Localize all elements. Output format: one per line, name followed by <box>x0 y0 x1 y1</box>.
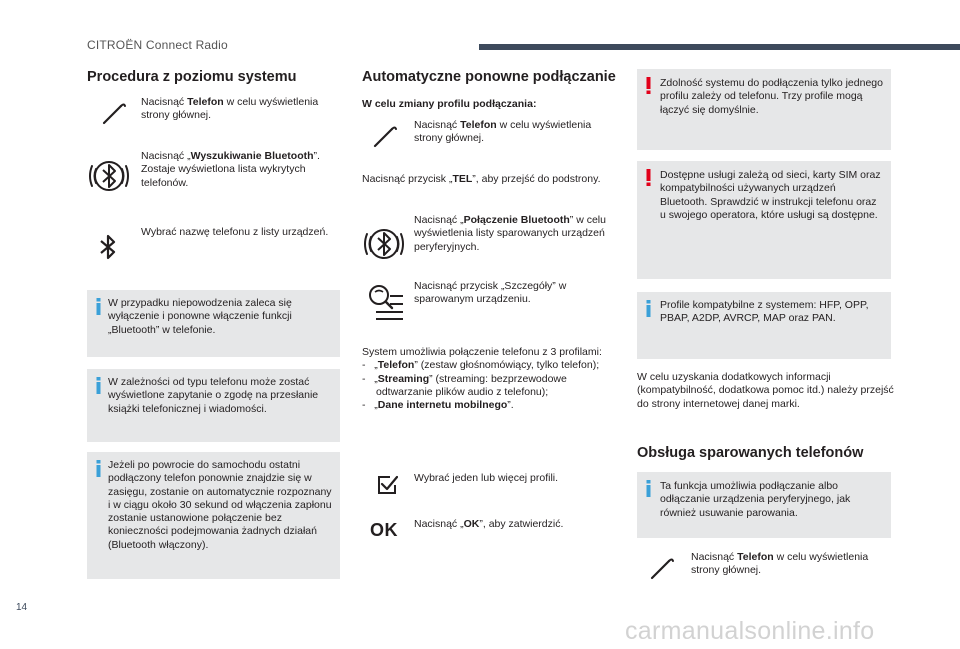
profile-item: - „Telefon” (zestaw głośnomówiący, tylko telefon); <box>362 359 600 372</box>
bluetooth-connection-icon <box>362 222 406 266</box>
step-text: Nacisnąć „OK”, aby zatwierdzić. <box>414 518 564 530</box>
step-press-ok <box>362 518 622 548</box>
step-press-phone <box>87 96 347 136</box>
warning-icon <box>646 77 651 94</box>
heading-auto-reconnect: Automatyczne ponowne podłączanie <box>362 69 616 85</box>
watermark: carmanualsonline.info <box>625 617 875 645</box>
profile-item: - „Dane internetu mobilnego”. <box>362 399 514 412</box>
warning-note-services: Dostępne usługi zależą od sieci, karty SIM oraz kompatybilności używanych urządzeń Bluetooth. Sprawdzić w instrukcji telefonu oraz u swojego operatora, które usługi są dostępne. <box>637 161 891 279</box>
warning-icon <box>646 169 651 186</box>
paragraph-profiles: System umożliwia połączenie telefonu z 3 profilami: - „Telefon” (zestaw głośnomówiący, tylko telefon); - „Streaming” (streaming: bezprzewodowe odtwarzanie plików audio z telefonu); - „Dane internetu mobilnego”. <box>362 346 612 412</box>
step-text: Nacisnąć Telefon w celu wyświetlenia strony głównej. <box>141 96 319 122</box>
info-icon <box>96 298 101 315</box>
step-press-phone <box>362 119 622 159</box>
step-press-bluetooth-connection <box>362 214 622 272</box>
info-note-phonebook: W zależności od typu telefonu może zostać wyświetlone zapytanie o zgodę na przesłanie książki telefonicznej i wiadomości. <box>87 369 340 442</box>
info-note-auto-reconnect: Jeżeli po powrocie do samochodu ostatni podłączony telefon ponownie znajdzie się w zasięgu, zostanie on automatycznie rozpoznany i w ciągu około 30 sekund od włączenia zapłonu zostanie ustanowione połączenie bez konieczności podejmowania żadnych działań (Bluetooth włączony). <box>87 452 340 579</box>
step-text: Nacisnąć Telefon w celu wyświetlenia strony głównej. <box>691 551 869 577</box>
bluetooth-search-icon <box>87 154 131 198</box>
step-press-phone <box>637 551 897 591</box>
step-select-phone <box>87 226 347 266</box>
header-bar <box>479 44 960 50</box>
step-press-details <box>362 280 622 322</box>
info-note-compatible-profiles: Profile kompatybilne z systemem: HFP, OPP, PBAP, A2DP, AVRCP, MAP oraz PAN. <box>637 292 891 359</box>
info-note-paired-management: Ta funkcja umożliwia podłączanie albo odłączanie urządzenia peryferyjnego, jak również usuwanie parowania. <box>637 472 891 538</box>
heading-system-procedure: Procedura z poziomu systemu <box>87 69 297 85</box>
finger-tap-icon <box>372 123 398 149</box>
step-press-bluetooth-search <box>87 150 347 210</box>
info-icon <box>646 480 651 497</box>
step-text: Wybrać nazwę telefonu z listy urządzeń. <box>141 226 329 238</box>
heading-paired-phones: Obsługa sparowanych telefonów <box>637 445 864 461</box>
checkbox-icon <box>376 474 398 496</box>
subheading-change-profile: W celu zmiany profilu podłączania: <box>362 98 537 110</box>
info-icon <box>646 300 651 317</box>
details-magnifier-icon <box>366 282 404 322</box>
ok-icon: OK <box>370 520 398 540</box>
finger-tap-icon <box>649 555 675 581</box>
paragraph-more-info: W celu uzyskania dodatkowych informacji (kompatybilność, dodatkowa pomoc itd.) należy przejść do strony internetowej danej marki. <box>637 371 894 410</box>
bluetooth-icon <box>95 232 121 262</box>
info-note-bluetooth-fail: W przypadku niepowodzenia zaleca się wyłączenie i ponowne włączenie funkcji „Bluetooth” w telefonie. <box>87 290 340 357</box>
page-number: 14 <box>16 602 28 613</box>
finger-tap-icon <box>101 100 127 126</box>
step-text: Nacisnąć przycisk „Szczegóły” w sparowanym urządzeniu. <box>414 280 567 306</box>
step-text: Nacisnąć „Połączenie Bluetooth” w celu wyświetlenia listy sparowanych urządzeń peryferyjnych. <box>414 214 606 253</box>
step-text: Wybrać jeden lub więcej profili. <box>414 472 559 484</box>
info-icon <box>96 460 101 477</box>
step-select-profiles <box>362 472 622 502</box>
info-icon <box>96 377 101 394</box>
step-text: Nacisnąć Telefon w celu wyświetlenia strony głównej. <box>414 119 592 145</box>
warning-note-profile: Zdolność systemu do podłączenia tylko jednego profilu zależy od telefonu. Trzy profile mogą łączyć się domyślnie. <box>637 69 891 150</box>
profile-item: - „Streaming” (streaming: bezprzewodowe odtwarzanie plików audio z telefonu); <box>362 372 567 398</box>
header-title: CITROËN Connect Radio <box>87 38 228 52</box>
step-text: Nacisnąć „Wyszukiwanie Bluetooth”. Zostaje wyświetlona lista wykrytych telefonów. <box>141 150 320 189</box>
paragraph-press-tel: Nacisnąć przycisk „TEL”, aby przejść do podstrony. <box>362 173 601 185</box>
